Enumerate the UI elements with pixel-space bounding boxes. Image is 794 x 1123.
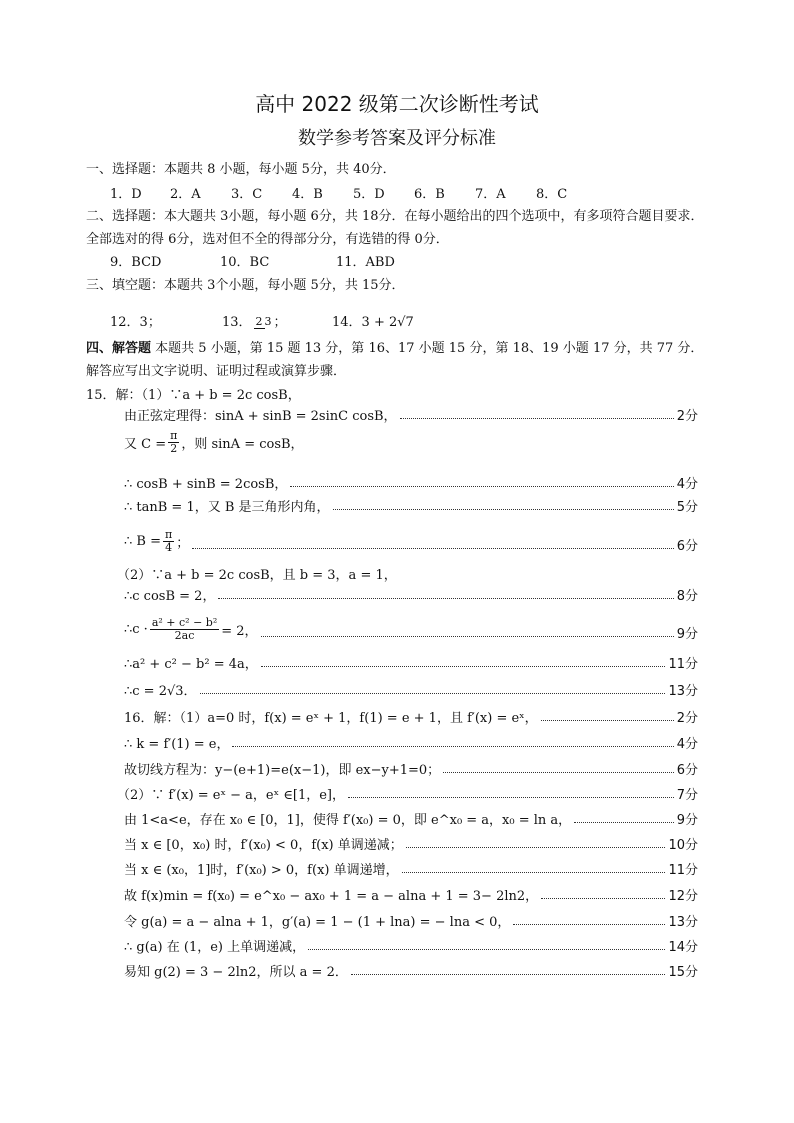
q16-line-7 <box>124 856 698 878</box>
q16-line-11 <box>124 958 698 980</box>
q15-line-1-points: 2分 <box>676 409 698 424</box>
multi-answers <box>110 251 395 270</box>
leader-dots <box>333 509 674 510</box>
q15-line-3-points: 4分 <box>676 477 698 492</box>
q15-line-8-points: 11分 <box>668 657 698 672</box>
q15-line-2-b: ，则 sinA = cosB， <box>181 437 304 452</box>
q16-line-3-points: 6分 <box>676 763 698 778</box>
leader-dots <box>308 949 665 950</box>
leader-dots <box>348 797 674 798</box>
q16-line-2 <box>124 730 698 752</box>
q16-line-6 <box>124 831 698 853</box>
leader-dots <box>218 598 673 599</box>
q15-line-2-fraction <box>168 430 179 455</box>
leader-dots <box>406 847 666 848</box>
answer-4: 4．B <box>292 187 323 202</box>
leader-dots <box>261 636 674 637</box>
q15-line-7-b: = 2， <box>221 624 258 639</box>
answer-9: 9．BCD <box>110 255 162 270</box>
leader-dots <box>200 693 666 694</box>
q15-line-7-text <box>124 617 258 642</box>
answer-5: 5．D <box>353 187 385 202</box>
q15-line-4-text: ∴ tanB = 1，又 B 是三角形内角， <box>124 500 330 515</box>
q16-line-10 <box>124 933 698 955</box>
q16-line-6-text: 当 x ∈ [0，x₀) 时，f′(x₀) < 0，f(x) 单调递减； <box>124 838 403 853</box>
q15-line-5-a: ∴ B = <box>124 534 161 549</box>
q15-line-6-points: 8分 <box>676 589 698 604</box>
q16-line-4-points: 7分 <box>676 788 698 803</box>
answer-7: 7．A <box>475 187 506 202</box>
q15-intro: 15．解：（1）∵a + b = 2c cosB， <box>86 388 301 403</box>
q15-line-5-fraction <box>163 529 174 554</box>
leader-dots <box>513 924 665 925</box>
section-choice-text: 本题共 8 小题，每小题 5分，共 40分． <box>164 162 396 177</box>
answer-8: 8．C <box>536 187 568 202</box>
q15-line-8 <box>124 650 698 672</box>
q15-line-9-points: 13分 <box>668 684 698 699</box>
q15-line-5-text <box>124 529 189 554</box>
q15-line-2 <box>124 430 304 455</box>
answer-10: 10．BC <box>220 255 270 270</box>
answer-1: 1．D <box>110 187 142 202</box>
page-title: 高中 2022 级第二次诊断性考试 <box>255 92 539 116</box>
fraction-denominator: 3 <box>264 314 272 328</box>
leader-dots <box>290 486 673 487</box>
q15-line-7 <box>124 608 698 642</box>
q16-line-8-points: 12分 <box>668 889 698 904</box>
q16-line-5-points: 9分 <box>676 813 698 828</box>
q16-line-1-points: 2分 <box>676 711 698 726</box>
section-solve-text: 本题共 5 小题，第 15 题 13 分，第 16、17 小题 15 分，第 18、19 小题 17 分，共 77 分．解答应写出文字说明、证明过程或演算步骤． <box>86 341 704 379</box>
section-solve-head: 四、解答题 <box>86 341 152 356</box>
fraction-denominator: 2ac <box>174 629 195 642</box>
leader-dots <box>261 666 666 667</box>
answer-14: 14．3 + 2√7 <box>332 314 414 330</box>
q16-line-5-text: 由 1<a<e，存在 x₀ ∈ [0，1]，使得 f′(x₀) = 0，即 e^x₀ = a，x₀ = ln a， <box>124 813 572 828</box>
q16-line-11-points: 15分 <box>668 965 698 980</box>
q16-line-10-points: 14分 <box>668 940 698 955</box>
q15-line-3 <box>124 470 698 492</box>
q15-line-7-points: 9分 <box>676 627 698 642</box>
q15-part-2: （2）∵a + b = 2c cosB，且 b = 3，a = 1， <box>117 568 397 583</box>
q16-line-7-points: 11分 <box>668 863 698 878</box>
answer-13-label: 13． <box>222 314 252 330</box>
q15-line-1 <box>124 402 698 424</box>
answer-2: 2．A <box>170 187 201 202</box>
page-subtitle: 数学参考答案及评分标准 <box>298 128 496 149</box>
q15-line-3-text: ∴ cosB + sinB = 2cosB， <box>124 477 288 492</box>
fraction-numerator: π <box>170 429 178 442</box>
q16-line-7-text: 当 x ∈ (x₀，1]时，f′(x₀) > 0，f(x) 单调递增， <box>124 863 399 878</box>
section-choice-head: 一、选择题： <box>86 162 165 177</box>
choice-answers <box>110 183 567 202</box>
q15-line-6 <box>124 582 698 604</box>
answer-11: 11．ABD <box>336 255 395 270</box>
answer-13-fraction <box>254 316 272 329</box>
fraction-denominator: 2 <box>170 442 178 455</box>
q15-line-5-points: 6分 <box>676 539 698 554</box>
q16-line-5 <box>124 806 698 828</box>
fraction-denominator: 4 <box>165 541 173 554</box>
q15-line-6-text: ∴c cosB = 2， <box>124 589 216 604</box>
q15-line-4 <box>124 493 698 515</box>
q16-line-10-text: ∴ g(a) 在 (1，e) 上单调递减， <box>124 940 306 955</box>
q16-line-6-points: 10分 <box>668 838 698 853</box>
leader-dots <box>402 872 666 873</box>
leader-dots <box>192 548 673 549</box>
section-multi-head: 二、选择题： <box>86 209 165 224</box>
q15-line-4-points: 5分 <box>676 500 698 515</box>
fill-answers <box>110 302 414 338</box>
section-fill-text: 本题共 3个小题，每小题 5分，共 15分． <box>164 278 405 293</box>
section-multi-text: 本大题共 3小题，每小题 6分，共 18分．在每小题给出的四个选项中，有多项符合题目要求．全部选对的得 6分，选对但不全的得部分分，有选错的得 0分． <box>86 209 704 247</box>
q16-line-9-points: 13分 <box>668 915 698 930</box>
q15-line-8-text: ∴a² + c² − b² = 4a， <box>124 657 258 672</box>
q16-line-9 <box>124 908 698 930</box>
leader-dots <box>541 898 665 899</box>
section-fill <box>86 274 716 297</box>
q16-line-2-points: 4分 <box>676 737 698 752</box>
answer-13 <box>222 311 332 330</box>
q16-line-8-text: 故 f(x)min = f(x₀) = e^x₀ − ax₀ + 1 = a − alna + 1 = 3− 2ln2， <box>124 889 539 904</box>
q16-line-8 <box>124 882 698 904</box>
leader-dots <box>574 822 674 823</box>
q15-line-5 <box>124 522 698 554</box>
q15-line-7-fraction <box>150 617 219 642</box>
fraction-numerator: π <box>164 528 173 541</box>
answer-13-end: ； <box>273 314 287 330</box>
q15-line-9-text: ∴c = 2√3． <box>124 684 197 699</box>
q16-line-4-text: （2）∵ f′(x) = eˣ − a，eˣ ∈[1，e]， <box>117 788 345 803</box>
leader-dots <box>400 418 674 419</box>
q15-line-1-text: 由正弦定理得：sinA + sinB = 2sinC cosB， <box>124 409 397 424</box>
q16-line-3-text: 故切线方程为：y−(e+1)=e(x−1)，即 ex−y+1=0； <box>124 763 441 778</box>
q16-line-1 <box>124 704 698 726</box>
section-multi-choice <box>86 205 716 251</box>
leader-dots <box>232 746 673 747</box>
leader-dots <box>351 974 666 975</box>
q16-line-2-text: ∴ k = f′(1) = e， <box>124 737 230 752</box>
leader-dots <box>541 720 674 721</box>
section-choice <box>86 158 716 181</box>
section-fill-head: 三、填空题： <box>86 278 165 293</box>
q16-line-1-text: 16．解：（1）a=0 时，f(x) = eˣ + 1，f(1) = e + 1，且 f′(x) = eˣ， <box>124 711 538 726</box>
q15-line-5-b: ； <box>176 536 190 551</box>
section-solve <box>86 337 716 383</box>
q15-line-9 <box>124 677 698 699</box>
answer-12: 12．3； <box>110 314 161 330</box>
q16-line-9-text: 令 g(a) = a − alna + 1，g′(a) = 1 − (1 + lna) = − lna < 0， <box>124 915 511 930</box>
q16-line-11-text: 易知 g(2) = 3 − 2ln2，所以 a = 2． <box>124 965 348 980</box>
answer-3: 3．C <box>231 187 263 202</box>
q16-line-4 <box>117 781 698 803</box>
q15-line-2-a: 又 C = <box>124 437 167 452</box>
q16-line-3 <box>124 756 698 778</box>
answer-6: 6．B <box>414 187 445 202</box>
q15-line-7-a: ∴c · <box>124 622 148 637</box>
fraction-numerator: 2 <box>255 314 263 328</box>
leader-dots <box>443 772 674 773</box>
fraction-numerator: a² + c² − b² <box>151 616 218 629</box>
